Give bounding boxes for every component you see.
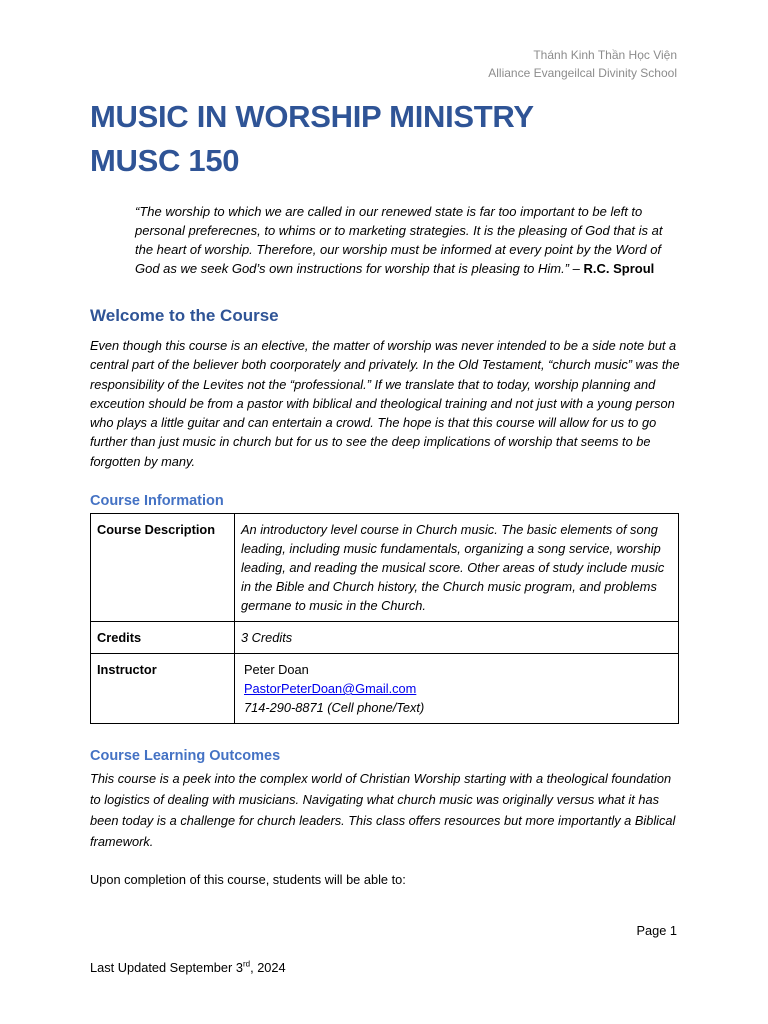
quote-dash: – <box>569 261 584 276</box>
page-number: Page 1 <box>636 923 677 938</box>
course-code: MUSC 150 <box>90 143 240 178</box>
completion-intro: Upon completion of this course, students will be able to: <box>90 872 406 887</box>
instructor-details <box>235 654 679 724</box>
credits-value: 3 Credits <box>235 622 679 654</box>
learning-outcomes-paragraph: This course is a peek into the complex world of Christian Worship starting with a theological foundation to logistics of dealing with musicians. Navigating what church music was originally versus what it has been today is a challenge for church leaders. This class offers resources but more importantly a Biblical framework. <box>90 771 676 849</box>
last-updated-ordinal: rd <box>242 959 251 969</box>
instructor-email-link[interactable]: PastorPeterDoan@Gmail.com <box>244 681 417 696</box>
course-information-heading: Course Information <box>90 493 224 509</box>
instructor-name: Peter Doan <box>244 662 309 677</box>
table-row <box>91 654 679 724</box>
instructor-phone: 714-290-8871 (Cell phone/Text) <box>244 700 425 715</box>
document-title <box>90 95 534 183</box>
course-information-table <box>90 513 679 724</box>
last-updated-suffix: , 2024 <box>250 960 286 975</box>
last-updated <box>90 958 286 978</box>
course-title: MUSIC IN WORSHIP MINISTRY <box>90 99 534 134</box>
table-row <box>91 514 679 622</box>
instructor-label: Instructor <box>91 654 235 724</box>
welcome-paragraph: Even though this course is an elective, the matter of worship was never intended to be a side note but a central part of the believer both coorporately and privately. In the Old Testament, “church music” was the responsibility of the Levites not the “professional.” If we translate that to today, worship planning and exceution should be from a pastor with biblical and theological training and not just with a young person who plays a little guitar and can entertain a crowd. The hope is that this course will allow for us to go further than just music in church but for us to see the deep implications of worship that seems to be forgotten by many. <box>90 338 680 469</box>
credits-label: Credits <box>91 622 235 654</box>
school-name-english: Alliance Evangeilcal Divinity School <box>488 66 677 80</box>
course-description-label: Course Description <box>91 514 235 622</box>
table-row <box>91 622 679 654</box>
welcome-heading: Welcome to the Course <box>90 306 279 325</box>
school-header <box>488 46 677 82</box>
last-updated-prefix: Last Updated September 3 <box>90 960 243 975</box>
quote-text: “The worship to which we are called in our renewed state is far too important to be left to personal preferecnes, to whims or to marketing strategies. It is the pleasing of God that is at the heart of worship. Therefore, our worship must be informed at every point by the Word of God as we seek God’s own instructions for worship that is pleasing to Him.” <box>135 204 663 276</box>
quote-author: R.C. Sproul <box>583 261 655 276</box>
course-description-value: An introductory level course in Church music. The basic elements of song leading, including music fundamentals, organizing a song service, worship leading, and reading the musical score. Other areas of study include music in the Bible and Church history, the Church music program, and problems germane to music in the Church. <box>235 514 679 622</box>
school-name-vietnamese: Thánh Kinh Thần Học Viện <box>533 48 677 62</box>
opening-quote <box>135 202 675 278</box>
learning-outcomes-heading: Course Learning Outcomes <box>90 748 281 764</box>
